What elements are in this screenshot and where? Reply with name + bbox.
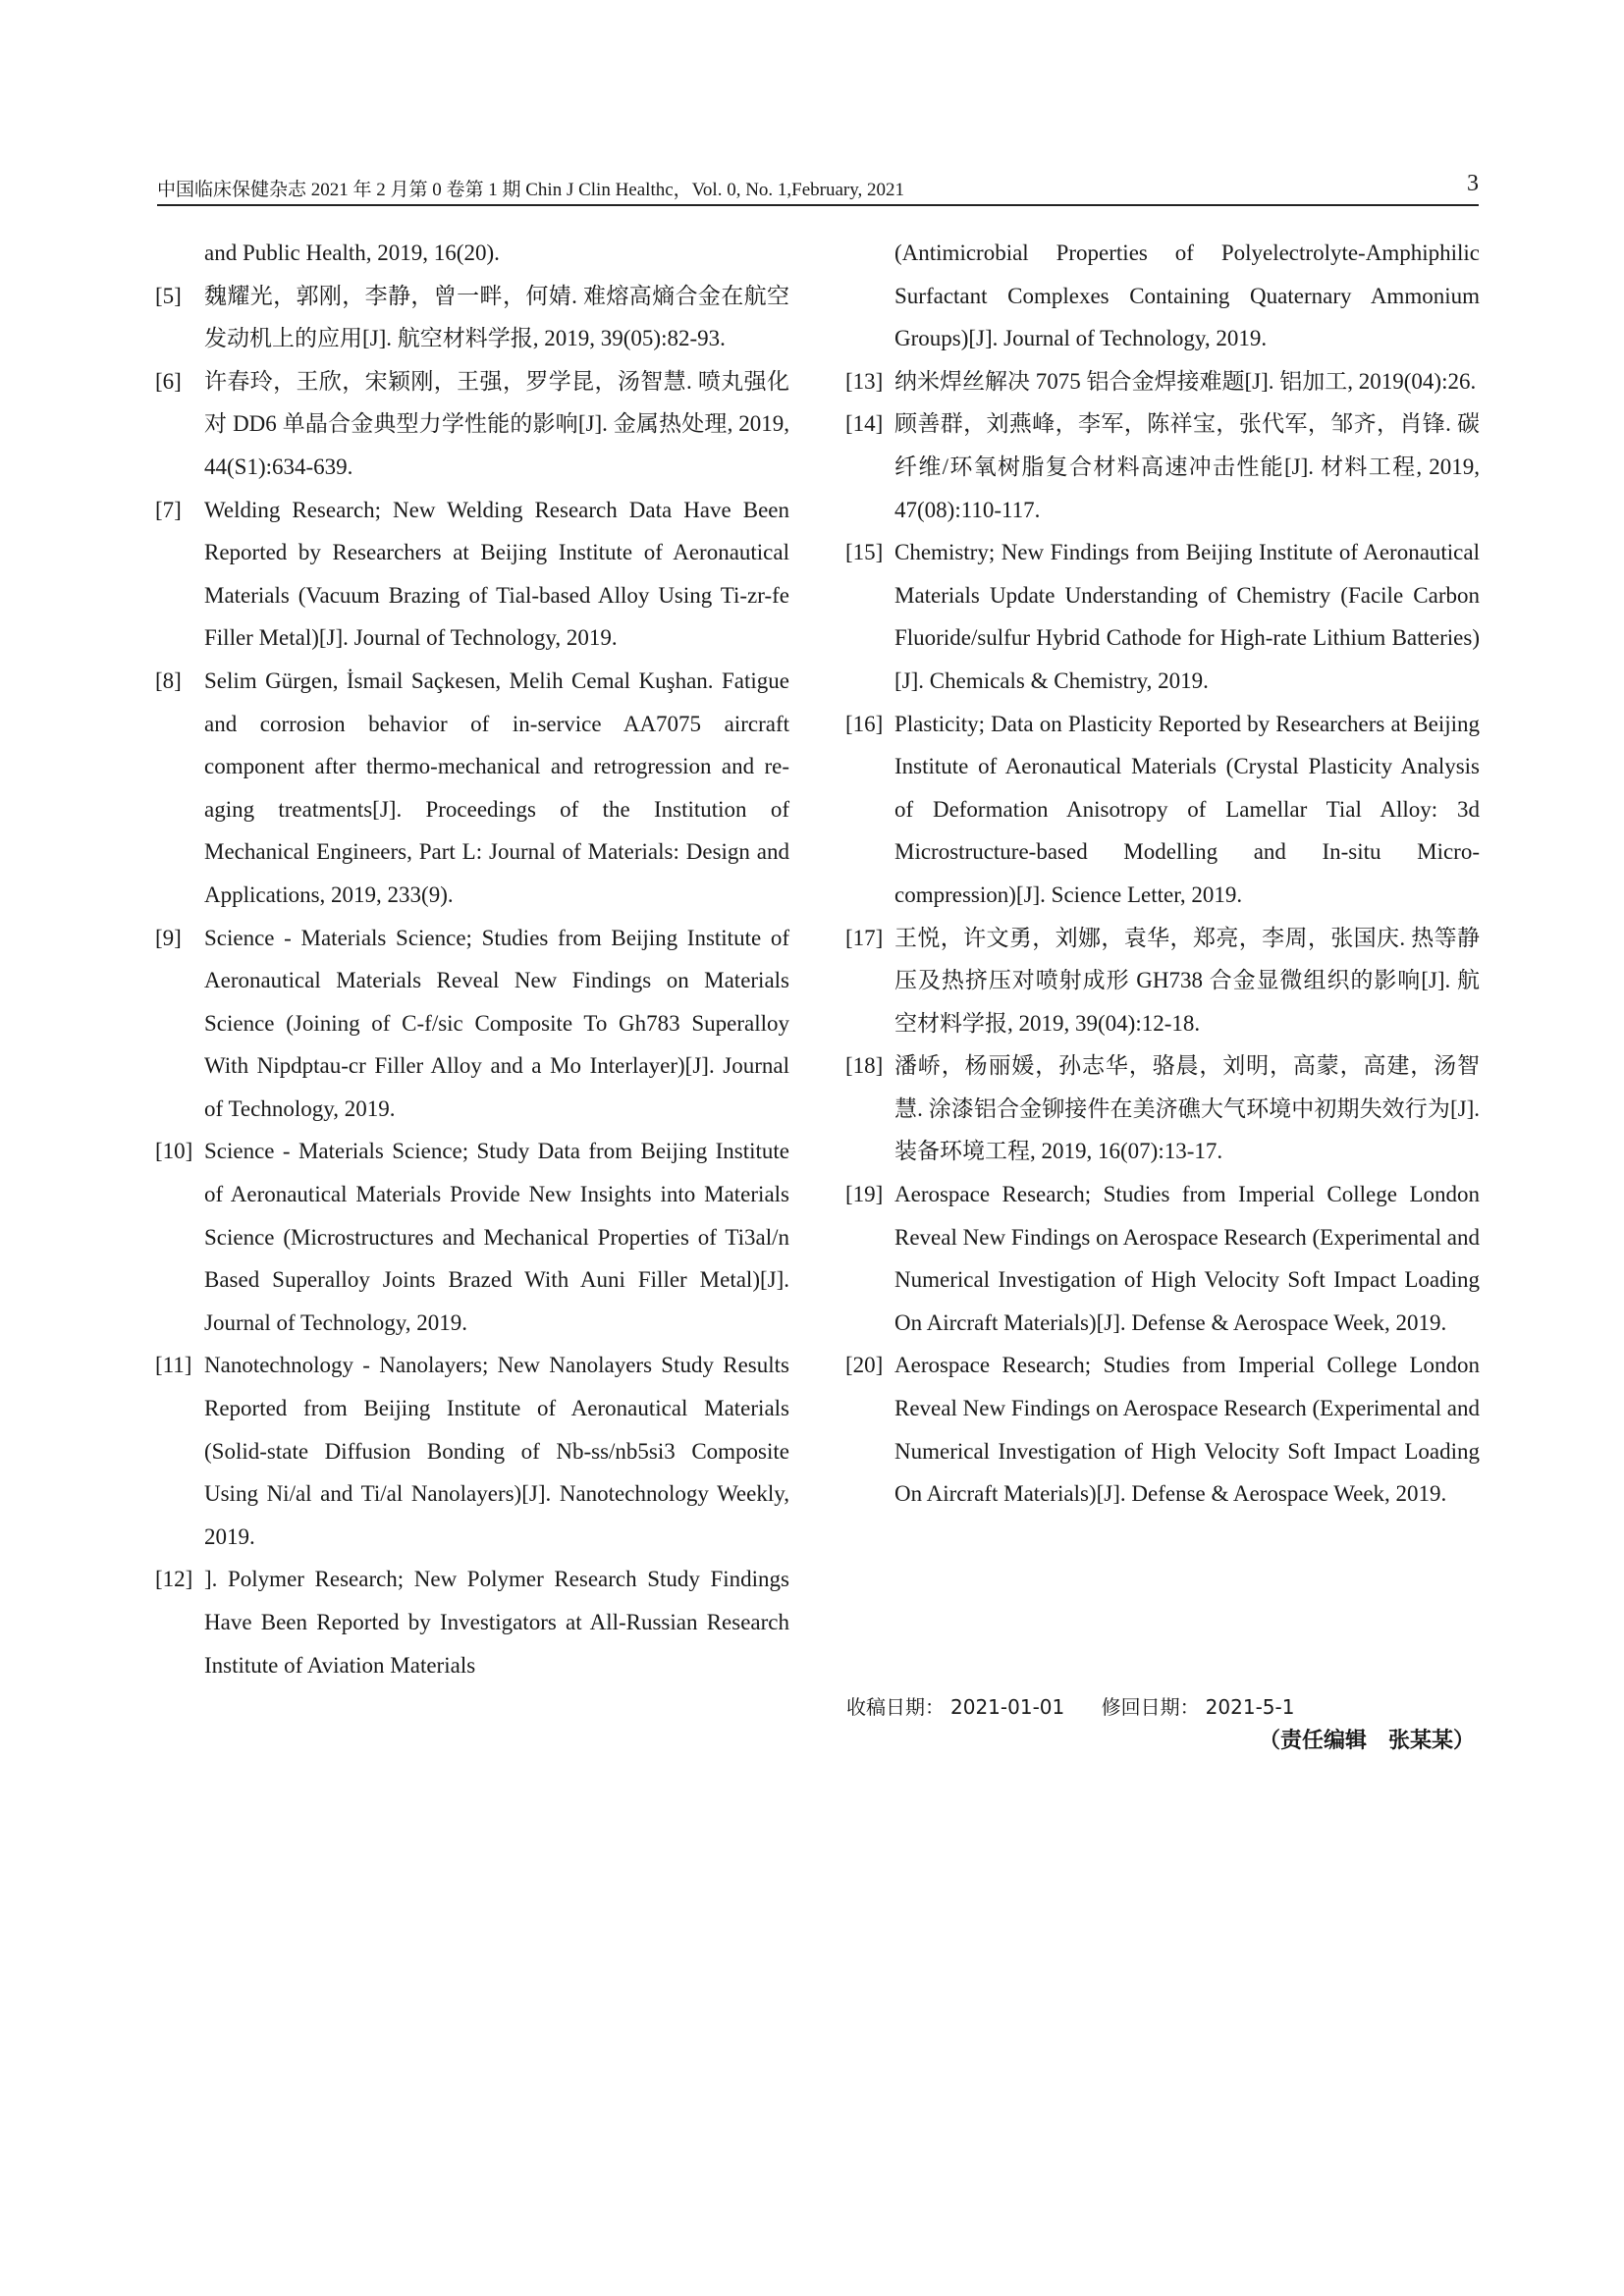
- left-column: [155, 232, 789, 1686]
- reference-number: [5]: [155, 283, 182, 308]
- reference-item: [155, 275, 789, 360]
- reference-list: [155, 275, 789, 1687]
- reference-text: Aerospace Research; Studies from Imperial College London Reveal New Findings on Aerospace Research (Experimental and Numerical Investigation of High Velocity Soft Impact Loading On Aircraft Materials)[J]. Defense & Aerospace Week, 2019.: [894, 1353, 1480, 1507]
- journal-citation-line: 中国临床保健杂志 2021 年 2 月第 0 卷第 1 期 Chin J Clin Healthc，Vol. 0, No. 1,February, 2021: [157, 180, 905, 200]
- revised-date: 2021-5-1: [1205, 1695, 1295, 1719]
- reference-text: 许春玲，王欣，宋颖刚，王强，罗学昆，汤智慧. 喷丸强化对 DD6 单晶合金典型力学性能的影响[J]. 金属热处理, 2019, 44(S1):634-639.: [204, 368, 789, 479]
- reference-number: [18]: [845, 1053, 884, 1079]
- reference-item: [155, 489, 789, 660]
- reference-text: Plasticity; Data on Plasticity Reported by Researchers at Beijing Institute of Aeronautical Materials (Crystal Plasticity Analysis of Deformation Anisotropy of Lamellar Tial Alloy: 3d Microstructure-based Modelling and In-situ Micro-compression)[J]. Science Letter, 2019.: [894, 711, 1480, 907]
- reference-text: 纳米焊丝解决 7075 铝合金焊接难题[J]. 铝加工, 2019(04):26.: [894, 368, 1477, 394]
- reference-number: [9]: [155, 925, 182, 950]
- reference-text: 魏耀光，郭刚，李静，曾一畔，何婧. 难熔高熵合金在航空发动机上的应用[J]. 航空材料学报, 2019, 39(05):82-93.: [204, 283, 789, 351]
- reference-number: [13]: [845, 368, 884, 394]
- reference-item: [845, 1044, 1480, 1173]
- received-date: 2021-01-01: [950, 1695, 1065, 1719]
- reference-text: 潘峤，杨丽媛，孙志华，骆晨，刘明，高蒙，高建，汤智慧. 涂漆铝合金铆接件在美济礁大气环境中初期失效行为[J]. 装备环境工程, 2019, 16(07):13-17.: [894, 1053, 1480, 1164]
- reference-text: 王悦，许文勇，刘娜，袁华，郑亮，李周，张国庆. 热等静压及热挤压对喷射成形 GH738 合金显微组织的影响[J]. 航空材料学报, 2019, 39(04):12-18.: [894, 925, 1480, 1036]
- responsible-editor: （责任编辑 张某某）: [1258, 1729, 1475, 1753]
- reference-item: [155, 660, 789, 917]
- reference-item: [845, 703, 1480, 917]
- page-number: 3: [1467, 171, 1479, 196]
- reference-number: [20]: [845, 1353, 884, 1378]
- right-column: [845, 232, 1480, 1516]
- reference-item: [155, 1558, 789, 1686]
- reference-item: [845, 1173, 1480, 1344]
- reference-item: [155, 1130, 789, 1344]
- reference-number: [14]: [845, 411, 884, 437]
- page-header: [157, 171, 1479, 206]
- reference-number: [16]: [845, 711, 884, 736]
- reference-item: [845, 917, 1480, 1045]
- reference-number: [6]: [155, 368, 182, 394]
- reference-text: Science - Materials Science; Studies from Beijing Institute of Aeronautical Materials Reveal New Findings on Materials Science (Joining of C-f/sic Composite To Gh783 Superalloy With Nipdptau-cr Filler Alloy and a Mo Interlayer)[J]. Journal of Technology, 2019.: [204, 925, 789, 1121]
- reference-number: [10]: [155, 1139, 193, 1164]
- reference-number: [17]: [845, 925, 884, 950]
- reference-number: [12]: [155, 1567, 193, 1592]
- reference-item: [845, 360, 1480, 403]
- reference-number: [15]: [845, 540, 884, 565]
- reference-text: Welding Research; New Welding Research Data Have Been Reported by Researchers at Beijing Institute of Aeronautical Materials (Vacuum Brazing of Tial-based Alloy Using Ti-zr-fe Filler Metal)[J]. Journal of Technology, 2019.: [204, 497, 789, 651]
- reference-text: Selim Gürgen, İsmail Saçkesen, Melih Cemal Kuşhan. Fatigue and corrosion behavior of in-service AA7075 aircraft component after thermo-mechanical and retrogression and re-aging treatments[J]. Proceedings of the Institution of Mechanical Engineers, Part L: Journal of Materials: Design and Applications, 2019, 233(9).: [204, 667, 789, 907]
- reference-item: [155, 360, 789, 489]
- reference-text: ]. Polymer Research; New Polymer Research Study Findings Have Been Reported by Investigators at All-Russian Research Institute of Aviation Materials: [204, 1567, 789, 1678]
- reference-number: [11]: [155, 1353, 192, 1378]
- reference-text: Science - Materials Science; Study Data from Beijing Institute of Aeronautical Materials Provide New Insights into Materials Science (Microstructures and Mechanical Properties of Ti3al/n Based Superalloy Joints Brazed With Auni Filler Metal)[J]. Journal of Technology, 2019.: [204, 1139, 789, 1335]
- received-label: 收稿日期：: [846, 1695, 945, 1719]
- reference-item: [155, 917, 789, 1131]
- reference-item: [845, 402, 1480, 531]
- reference-text: Aerospace Research; Studies from Imperial College London Reveal New Findings on Aerospace Research (Experimental and Numerical Investigation of High Velocity Soft Impact Loading On Aircraft Materials)[J]. Defense & Aerospace Week, 2019.: [894, 1182, 1480, 1335]
- reference-item: [845, 1344, 1480, 1515]
- manuscript-dates: [846, 1691, 1300, 1720]
- reference-list: [845, 360, 1480, 1516]
- reference-number: [8]: [155, 667, 182, 693]
- reference-text: Chemistry; New Findings from Beijing Institute of Aeronautical Materials Update Understanding of Chemistry (Facile Carbon Fluoride/sulfur Hybrid Cathode for High-rate Lithium Batteries)[J]. Chemicals & Chemistry, 2019.: [894, 540, 1480, 693]
- reference-item: [845, 531, 1480, 702]
- reference-text: Nanotechnology - Nanolayers; New Nanolayers Study Results Reported from Beijing Institute of Aeronautical Materials (Solid-state Diffusion Bonding of Nb-ss/nb5si3 Composite Using Ni/al and Ti/al Nanolayers)[J]. Nanotechnology Weekly, 2019.: [204, 1353, 789, 1549]
- reference-number: [7]: [155, 497, 182, 522]
- reference-continuation: (Antimicrobial Properties of Polyelectrolyte-Amphiphilic Surfactant Complexes Containing Quaternary Ammonium Groups)[J]. Journal of Technology, 2019.: [894, 240, 1480, 351]
- reference-item: [155, 1344, 789, 1558]
- reference-number: [19]: [845, 1182, 884, 1207]
- reference-text: 顾善群，刘燕峰，李军，陈祥宝，张代军，邹齐，肖锋. 碳纤维/环氧树脂复合材料高速冲击性能[J]. 材料工程, 2019, 47(08):110-117.: [894, 411, 1480, 522]
- revised-label: 修回日期：: [1101, 1695, 1200, 1719]
- reference-continuation: and Public Health, 2019, 16(20).: [204, 240, 500, 265]
